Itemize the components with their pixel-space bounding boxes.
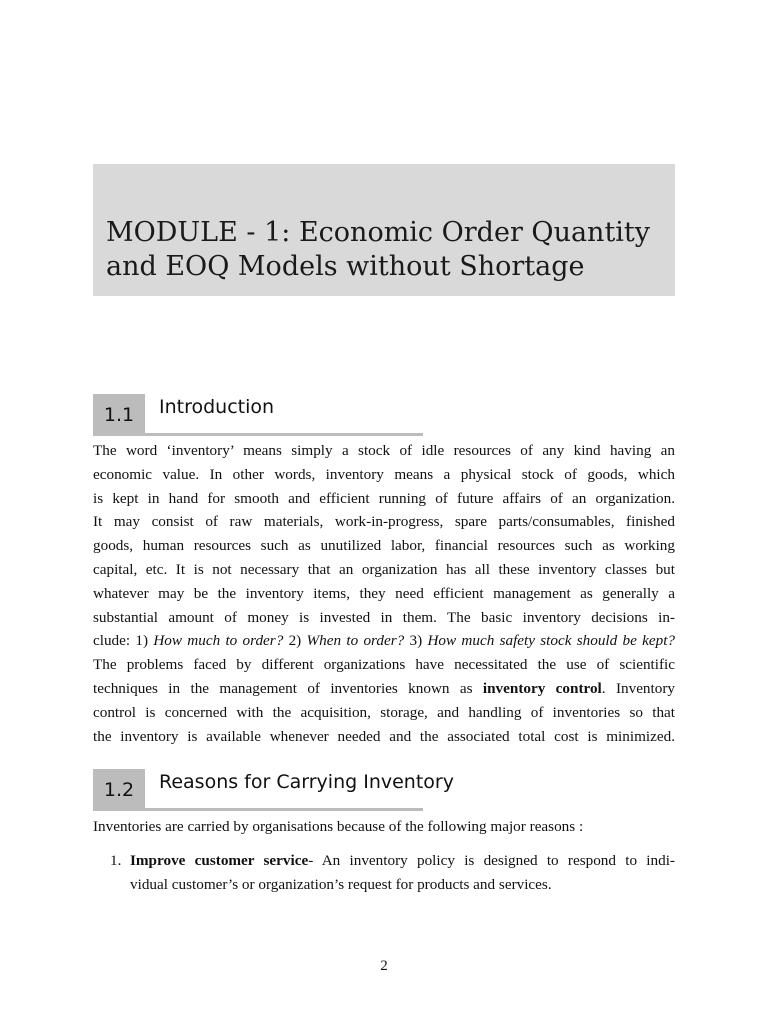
- text-line: whatever may be the inventory items, they need efficient management as generally a: [93, 584, 675, 602]
- text-line: control is concerned with the acquisition, storage, and handling of inventories so that: [93, 703, 675, 721]
- text-line: It may consist of raw materials, work-in-progress, spare parts/consumables, finished: [93, 513, 675, 531]
- reasons-intro: [93, 815, 675, 839]
- list-item-heading: Improve customer service: [130, 852, 309, 869]
- section-title: Reasons for Carrying Inventory: [159, 771, 454, 793]
- list-item-number: 1.: [110, 852, 122, 869]
- module-title-line-1: MODULE - 1: Economic Order Quantity: [106, 217, 651, 248]
- term-inventory-control: inventory control: [482, 679, 602, 697]
- text-line: goods, human resources such as unutilized labor, financial resources such as working: [93, 537, 675, 555]
- text-line: the inventory is available whenever needed and the associated total cost is minimized.: [93, 727, 675, 745]
- section-heading-1-2: [93, 769, 454, 813]
- text-line: substantial amount of money is invested in them. The basic inventory decisions in-: [93, 608, 675, 626]
- section-rule: [145, 808, 423, 811]
- module-title-line-2: and EOQ Models without Shortage: [106, 251, 585, 282]
- question-when: When to order?: [306, 632, 405, 650]
- section-number: 1.1: [93, 394, 145, 436]
- section-title: Introduction: [159, 396, 275, 418]
- text-line: The word ‘inventory’ means simply a stock of idle resources of any kind having an: [93, 442, 675, 459]
- text-line: The problems faced by different organizations have necessitated the use of scientific: [93, 656, 675, 674]
- text-line: clude: 1) How much to order? 2) When to order? 3) How much safety stock should be kept?: [93, 632, 675, 650]
- section-rule: [145, 433, 423, 436]
- text-line: vidual customer’s or organization’s request for products and services.: [130, 875, 552, 893]
- page-number: 2: [380, 958, 388, 974]
- intro-paragraph: [93, 439, 675, 748]
- question-safety-stock: How much safety stock should be kept?: [427, 632, 675, 650]
- text-line: capital, etc. It is not necessary that an organization has all these inventory classes but: [93, 560, 675, 578]
- module-title-box: [93, 164, 675, 296]
- list-item-body: Improve customer service- An inventory policy is designed to respond to indi- vidual customer’s or organization’s request for products and services.: [130, 849, 675, 897]
- section-number: 1.2: [93, 769, 145, 811]
- text-line: economic value. In other words, inventory means a physical stock of goods, which: [93, 465, 675, 483]
- question-how-much: How much to order?: [153, 632, 284, 650]
- section-heading-1-1: [93, 394, 423, 438]
- module-title: [106, 216, 650, 284]
- text-line: is kept in hand for smooth and efficient running of future affairs of an organization.: [93, 489, 675, 507]
- text-line: Inventories are carried by organisations because of the following major reasons :: [93, 818, 584, 835]
- text-line: techniques in the management of inventories known as inventory control. Inventory: [93, 679, 675, 697]
